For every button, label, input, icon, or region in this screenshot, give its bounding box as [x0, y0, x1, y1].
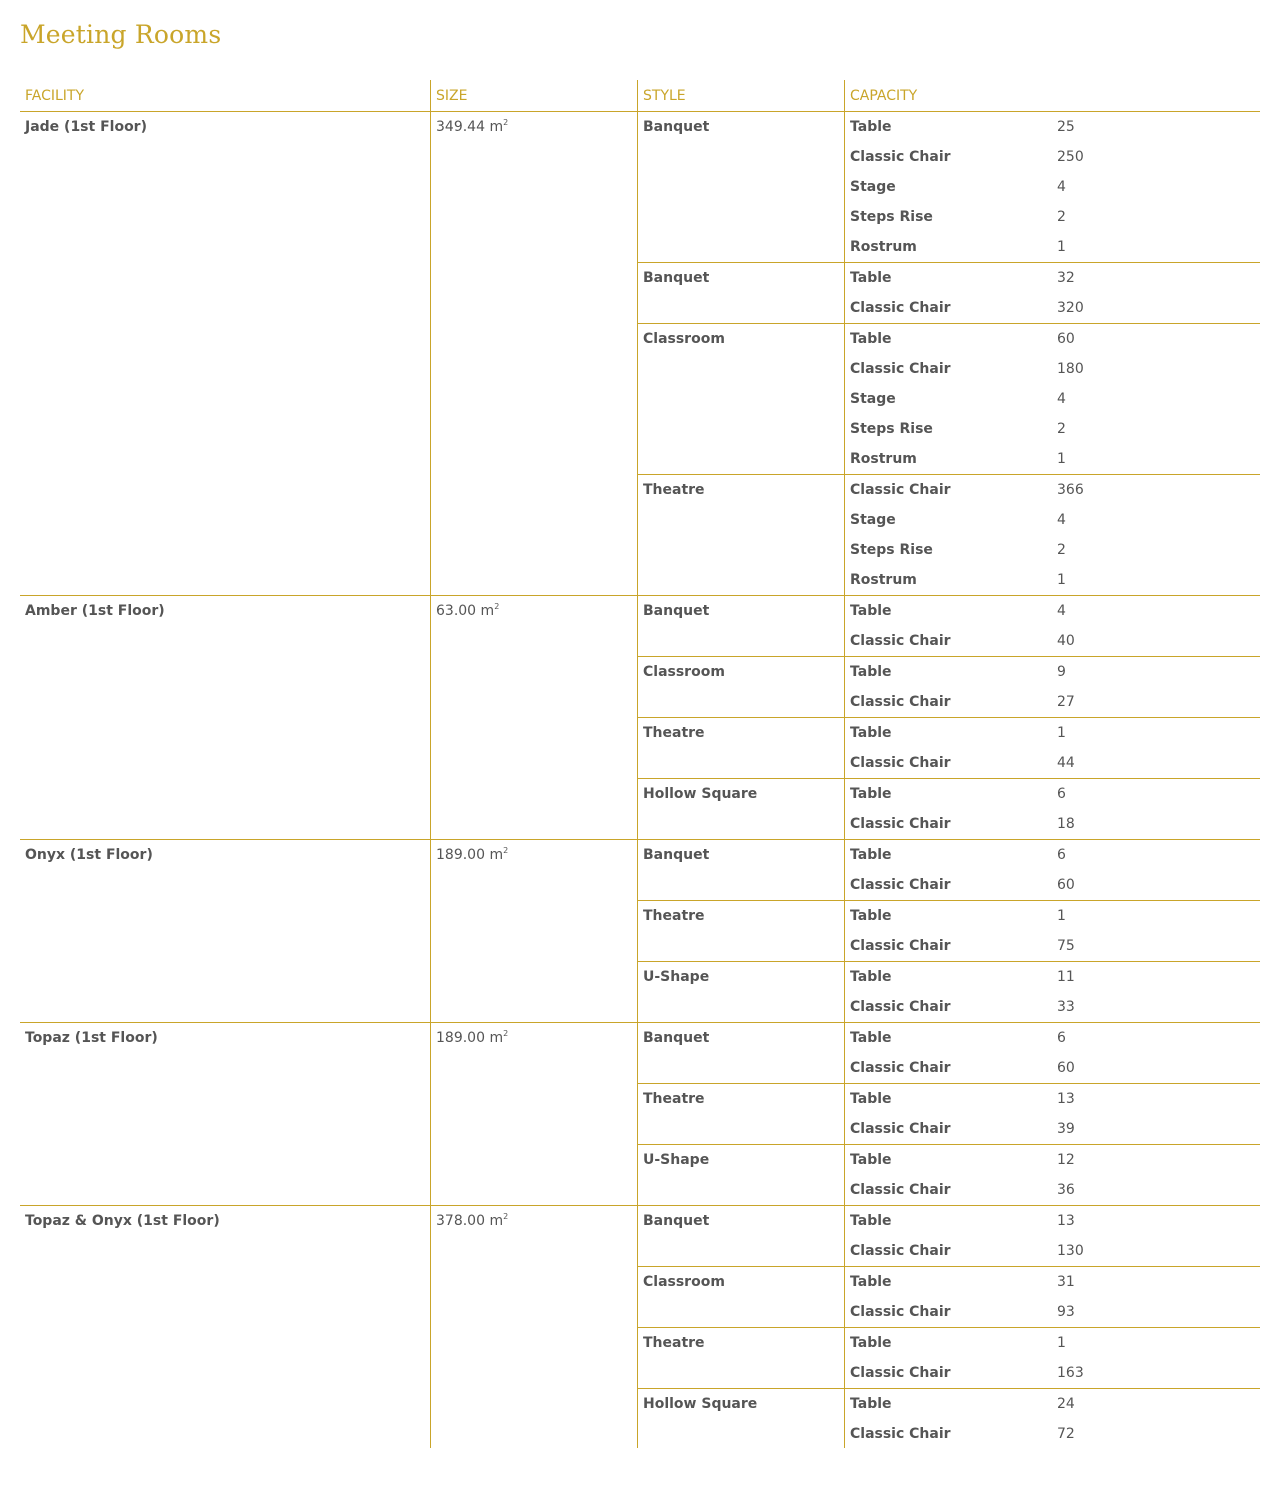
capacity-item: Table — [850, 270, 892, 286]
facility-name: Topaz (1st Floor) — [25, 1030, 158, 1046]
capacity-quantity: 24 — [1057, 1396, 1075, 1412]
style-name: Banquet — [643, 1213, 710, 1229]
capacity-item: Table — [850, 1396, 892, 1412]
capacity-quantity: 1 — [1057, 908, 1066, 924]
capacity-quantity: 31 — [1057, 1274, 1075, 1290]
size-unit: m — [480, 603, 495, 619]
capacity-quantity: 250 — [1057, 149, 1084, 165]
style-name: Hollow Square — [643, 1396, 758, 1412]
capacity-item: Classic Chair — [850, 1426, 951, 1442]
capacity-quantity: 36 — [1057, 1182, 1075, 1198]
capacity-item: Table — [850, 119, 892, 135]
style-name: Classroom — [643, 331, 725, 347]
facility-name: Onyx (1st Floor) — [25, 847, 153, 863]
facility-size — [436, 1023, 508, 1053]
style-name: Theatre — [643, 725, 705, 741]
column-header-size: SIZE — [436, 88, 468, 104]
size-value: 189.00 — [436, 1030, 485, 1046]
capacity-item: Table — [850, 847, 892, 863]
facility-name: Amber (1st Floor) — [25, 603, 165, 619]
style-name: Banquet — [643, 1030, 710, 1046]
capacity-quantity: 366 — [1057, 482, 1084, 498]
capacity-quantity: 27 — [1057, 694, 1075, 710]
capacity-item: Classic Chair — [850, 816, 951, 832]
capacity-quantity: 2 — [1057, 209, 1066, 225]
capacity-quantity: 39 — [1057, 1121, 1075, 1137]
style-name: Banquet — [643, 603, 710, 619]
row-divider — [637, 323, 1260, 324]
capacity-quantity: 1 — [1057, 239, 1066, 255]
capacity-quantity: 4 — [1057, 391, 1066, 407]
capacity-item: Classic Chair — [850, 1182, 951, 1198]
capacity-quantity: 13 — [1057, 1091, 1075, 1107]
size-value: 349.44 — [436, 119, 485, 135]
size-value: 378.00 — [436, 1213, 485, 1229]
facility-size — [436, 112, 508, 142]
column-divider — [430, 80, 431, 1448]
capacity-quantity: 6 — [1057, 1030, 1066, 1046]
capacity-item: Table — [850, 1152, 892, 1168]
size-unit: m — [489, 119, 504, 135]
column-divider — [844, 80, 845, 1448]
style-name: Theatre — [643, 1091, 705, 1107]
column-header-style: STYLE — [643, 88, 686, 104]
capacity-quantity: 163 — [1057, 1365, 1084, 1381]
size-unit-exponent: 2 — [494, 602, 500, 611]
capacity-item: Classic Chair — [850, 1365, 951, 1381]
row-divider — [637, 1327, 1260, 1328]
capacity-quantity: 6 — [1057, 786, 1066, 802]
capacity-quantity: 2 — [1057, 421, 1066, 437]
row-divider — [637, 961, 1260, 962]
capacity-item: Classic Chair — [850, 694, 951, 710]
capacity-item: Stage — [850, 179, 896, 195]
capacity-quantity: 60 — [1057, 1060, 1075, 1076]
capacity-item: Table — [850, 1335, 892, 1351]
capacity-quantity: 4 — [1057, 512, 1066, 528]
style-name: Classroom — [643, 664, 725, 680]
capacity-quantity: 1 — [1057, 572, 1066, 588]
row-divider — [637, 656, 1260, 657]
capacity-item: Table — [850, 1274, 892, 1290]
capacity-item: Classic Chair — [850, 755, 951, 771]
capacity-quantity: 1 — [1057, 451, 1066, 467]
facility-size — [436, 596, 499, 626]
capacity-item: Classic Chair — [850, 633, 951, 649]
capacity-item: Steps Rise — [850, 421, 933, 437]
capacity-item: Classic Chair — [850, 300, 951, 316]
style-name: Theatre — [643, 1335, 705, 1351]
row-divider — [20, 839, 1260, 840]
style-name: Theatre — [643, 908, 705, 924]
row-divider — [20, 1022, 1260, 1023]
capacity-item: Classic Chair — [850, 149, 951, 165]
capacity-quantity: 9 — [1057, 664, 1066, 680]
capacity-quantity: 130 — [1057, 1243, 1084, 1259]
capacity-item: Steps Rise — [850, 542, 933, 558]
row-divider — [637, 900, 1260, 901]
capacity-item: Rostrum — [850, 572, 917, 588]
capacity-quantity: 18 — [1057, 816, 1075, 832]
capacity-item: Rostrum — [850, 451, 917, 467]
style-name: Banquet — [643, 847, 710, 863]
capacity-item: Table — [850, 1091, 892, 1107]
facility-name: Jade (1st Floor) — [25, 119, 147, 135]
capacity-quantity: 60 — [1057, 331, 1075, 347]
capacity-quantity: 72 — [1057, 1426, 1075, 1442]
capacity-quantity: 4 — [1057, 179, 1066, 195]
facility-size — [436, 1206, 508, 1236]
capacity-item: Table — [850, 603, 892, 619]
capacity-quantity: 1 — [1057, 1335, 1066, 1351]
capacity-item: Rostrum — [850, 239, 917, 255]
capacity-quantity: 4 — [1057, 603, 1066, 619]
capacity-quantity: 93 — [1057, 1304, 1075, 1320]
size-unit-exponent: 2 — [503, 1029, 509, 1038]
capacity-quantity: 12 — [1057, 1152, 1075, 1168]
row-divider — [20, 595, 1260, 596]
capacity-item: Table — [850, 786, 892, 802]
facility-name: Topaz & Onyx (1st Floor) — [25, 1213, 220, 1229]
style-name: Banquet — [643, 119, 710, 135]
capacity-item: Steps Rise — [850, 209, 933, 225]
capacity-item: Table — [850, 725, 892, 741]
capacity-quantity: 25 — [1057, 119, 1075, 135]
row-divider — [637, 1144, 1260, 1145]
capacity-item: Classic Chair — [850, 482, 951, 498]
capacity-quantity: 44 — [1057, 755, 1075, 771]
style-name: U-Shape — [643, 1152, 710, 1168]
capacity-item: Classic Chair — [850, 1304, 951, 1320]
style-name: Banquet — [643, 270, 710, 286]
facility-size — [436, 840, 508, 870]
capacity-item: Classic Chair — [850, 877, 951, 893]
style-name: Classroom — [643, 1274, 725, 1290]
capacity-quantity: 320 — [1057, 300, 1084, 316]
capacity-item: Table — [850, 969, 892, 985]
capacity-item: Classic Chair — [850, 999, 951, 1015]
capacity-quantity: 1 — [1057, 725, 1066, 741]
capacity-quantity: 180 — [1057, 361, 1084, 377]
capacity-quantity: 32 — [1057, 270, 1075, 286]
style-name: Hollow Square — [643, 786, 758, 802]
style-name: U-Shape — [643, 969, 710, 985]
capacity-item: Table — [850, 1030, 892, 1046]
capacity-quantity: 33 — [1057, 999, 1075, 1015]
capacity-item: Classic Chair — [850, 1060, 951, 1076]
row-divider — [637, 262, 1260, 263]
column-header-capacity: CAPACITY — [850, 88, 918, 104]
capacity-item: Table — [850, 331, 892, 347]
capacity-quantity: 60 — [1057, 877, 1075, 893]
row-divider — [637, 1083, 1260, 1084]
column-divider — [637, 80, 638, 1448]
capacity-item: Table — [850, 908, 892, 924]
size-value: 189.00 — [436, 847, 485, 863]
capacity-quantity: 2 — [1057, 542, 1066, 558]
size-unit-exponent: 2 — [503, 846, 509, 855]
capacity-item: Classic Chair — [850, 938, 951, 954]
column-header-facility: FACILITY — [25, 88, 85, 104]
capacity-item: Table — [850, 664, 892, 680]
capacity-item: Table — [850, 1213, 892, 1229]
row-divider — [637, 1266, 1260, 1267]
capacity-quantity: 13 — [1057, 1213, 1075, 1229]
capacity-quantity: 6 — [1057, 847, 1066, 863]
capacity-quantity: 11 — [1057, 969, 1075, 985]
capacity-item: Stage — [850, 391, 896, 407]
size-unit-exponent: 2 — [503, 1212, 509, 1221]
capacity-quantity: 75 — [1057, 938, 1075, 954]
size-unit: m — [489, 847, 504, 863]
capacity-item: Stage — [850, 512, 896, 528]
page-title: Meeting Rooms — [20, 20, 222, 49]
size-unit: m — [489, 1213, 504, 1229]
capacity-quantity: 40 — [1057, 633, 1075, 649]
capacity-item: Classic Chair — [850, 361, 951, 377]
size-unit: m — [489, 1030, 504, 1046]
capacity-item: Classic Chair — [850, 1121, 951, 1137]
size-unit-exponent: 2 — [503, 118, 509, 127]
capacity-item: Classic Chair — [850, 1243, 951, 1259]
row-divider — [637, 717, 1260, 718]
size-value: 63.00 — [436, 603, 477, 619]
style-name: Theatre — [643, 482, 705, 498]
